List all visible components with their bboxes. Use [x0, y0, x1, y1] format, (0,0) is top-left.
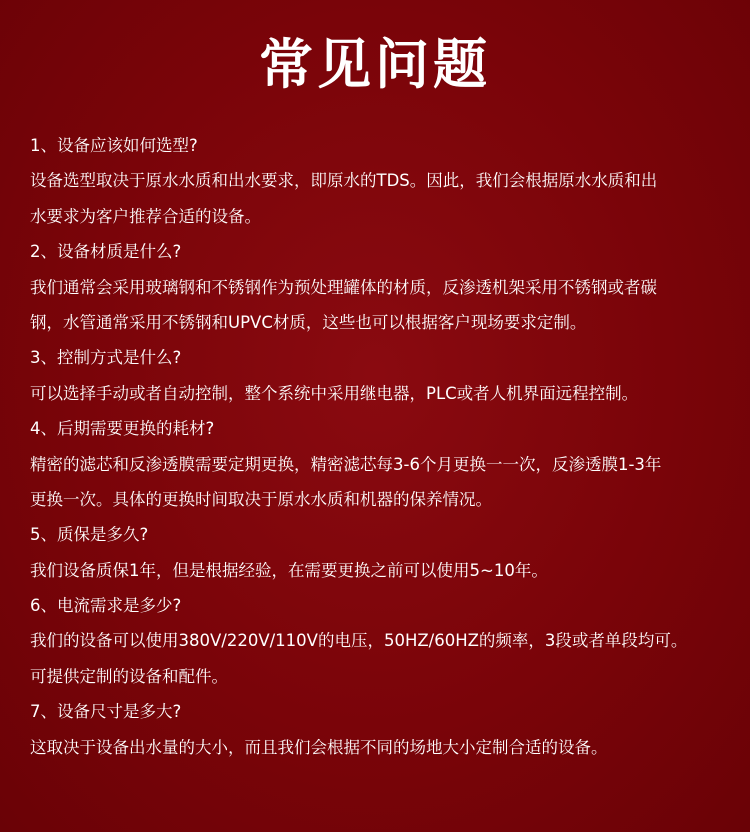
page-title: 常见问题 [259, 33, 491, 96]
faq-answer-line: 钢，水管通常采用不锈钢和UPVC材质，这些也可以根据客户现场要求定制。 [30, 312, 587, 332]
faq-answer-line: 精密的滤芯和反渗透膜需要定期更换，精密滤芯每3-6个月更换一一次，反渗透膜1-3年 [30, 454, 662, 474]
faq-answer-line: 可以选择手动或者自动控制，整个系统中采用继电器，PLC或者人机界面远程控制。 [30, 383, 639, 403]
faq-answer-line: 我们的设备可以使用380V/220V/110V的电压，50HZ/60HZ的频率，3段或者单段均可。 [30, 631, 688, 651]
faq-item-3 [30, 340, 730, 411]
faq-answer-line: 这取决于设备出水量的大小，而且我们会根据不同的场地大小定制合适的设备。 [30, 737, 608, 757]
faq-answer-line: 可提供定制的设备和配件。 [30, 666, 228, 686]
faq-question: 5、质保是多久? [30, 525, 149, 545]
faq-question: 4、后期需要更换的耗材? [30, 419, 215, 439]
faq-item-5 [30, 517, 730, 588]
faq-question: 3、控制方式是什么? [30, 348, 182, 368]
faq-list [30, 128, 730, 765]
faq-question: 7、设备尺寸是多大? [30, 702, 182, 722]
faq-item-6 [30, 588, 730, 694]
faq-answer-line: 我们通常会采用玻璃钢和不锈钢作为预处理罐体的材质，反渗透机架采用不锈钢或者碳 [30, 277, 657, 297]
faq-item-1 [30, 128, 730, 234]
faq-question: 1、设备应该如何选型? [30, 136, 198, 155]
faq-item-2 [30, 234, 730, 340]
faq-answer-line: 更换一次。具体的更换时间取决于原水水质和机器的保养情况。 [30, 489, 492, 509]
faq-answer-line: 水要求为客户推荐合适的设备。 [30, 206, 261, 226]
faq-item-7 [30, 694, 730, 765]
faq-question: 2、设备材质是什么? [30, 242, 182, 262]
faq-answer-line: 设备选型取决于原水水质和出水要求，即原水的TDS。因此，我们会根据原水水质和出 [30, 171, 658, 191]
faq-answer-line: 我们设备质保1年，但是根据经验，在需要更换之前可以使用5~10年。 [30, 560, 548, 580]
faq-question: 6、电流需求是多少? [30, 596, 182, 616]
faq-item-4 [30, 411, 730, 517]
